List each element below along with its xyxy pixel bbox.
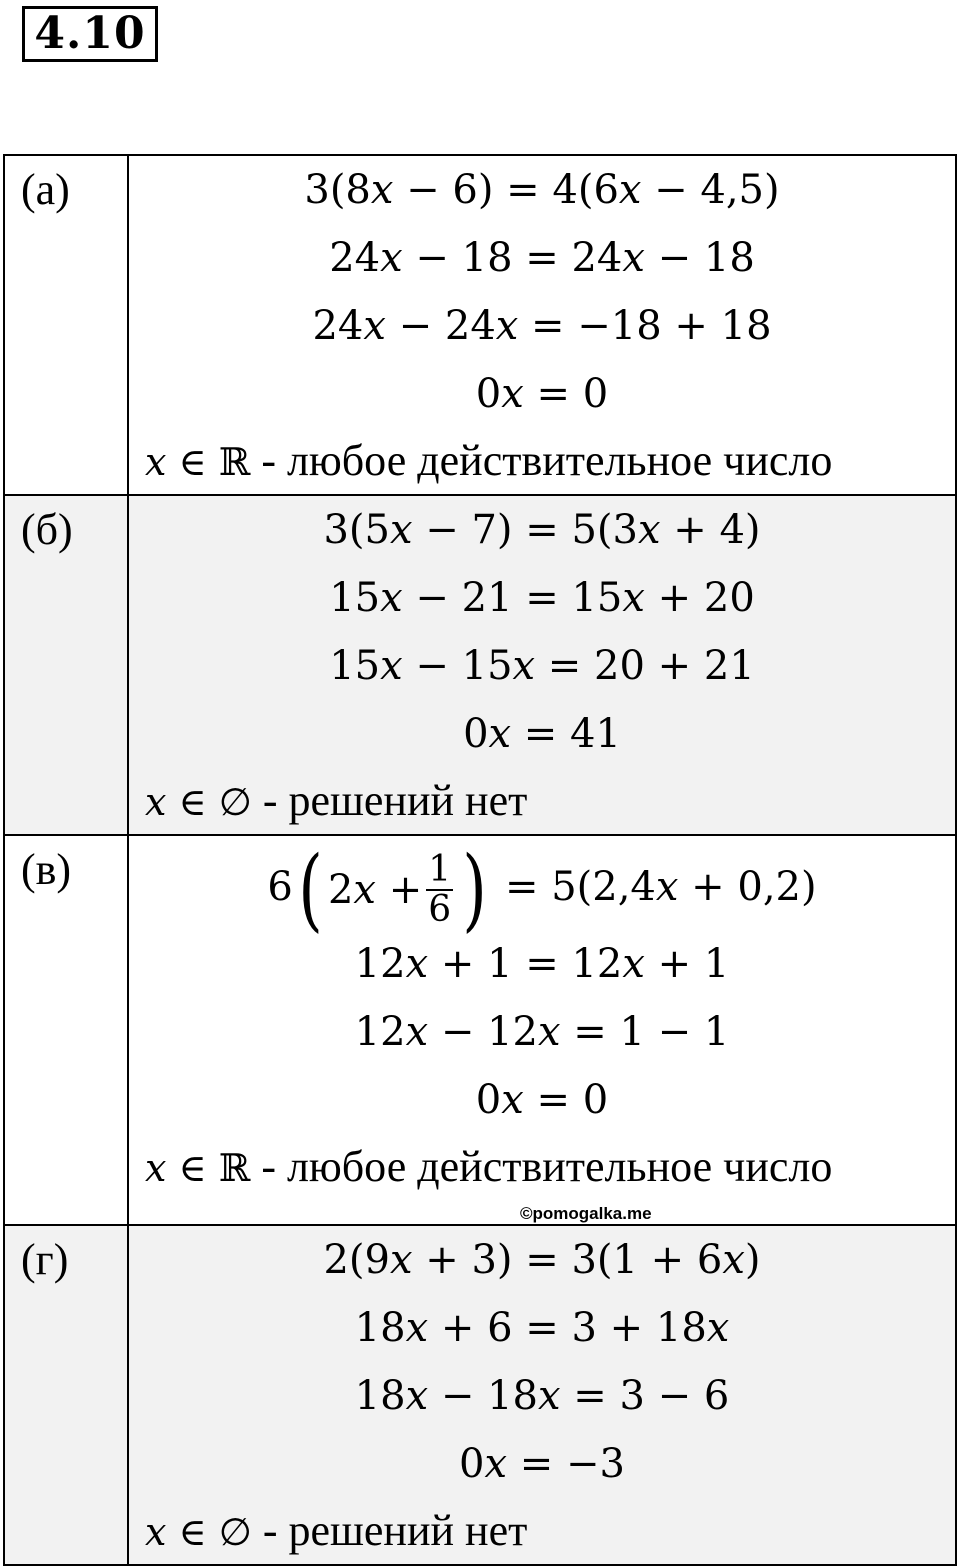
equation-prefix: 6: [267, 864, 293, 910]
solution-cell: [128, 835, 956, 1225]
label-cell: [4, 495, 128, 835]
solution-table: [3, 154, 957, 1566]
conclusion-math: 𝑥 ∈ ℝ: [145, 1146, 251, 1190]
label-cell: [4, 1225, 128, 1565]
equation-line-with-fraction: [129, 837, 955, 942]
equation-line: 12𝑥 + 1 = 12𝑥 + 1: [354, 941, 730, 987]
right-paren: ): [462, 837, 487, 942]
table-row: [4, 835, 956, 1225]
equation-line: 18𝑥 − 18𝑥 = 3 − 6: [354, 1373, 730, 1419]
equation-line: 0𝑥 = −3: [459, 1441, 625, 1487]
conclusion: [129, 768, 955, 834]
conclusion-text: - решений нет: [251, 1506, 528, 1555]
conclusion-math: 𝑥 ∈ ℝ: [145, 440, 251, 484]
fraction-denominator: 6: [428, 889, 452, 930]
label-cell: [4, 155, 128, 495]
row-label: (а): [21, 165, 70, 214]
row-label: (б): [21, 505, 73, 554]
watermark: ©pomogalka.me: [520, 1204, 652, 1223]
equation-line: 0𝑥 = 0: [475, 371, 609, 417]
label-cell: [4, 835, 128, 1225]
equation-suffix: = 5(2,4𝑥 + 0,2): [492, 864, 817, 910]
table-row: [4, 1225, 956, 1565]
solution-cell: [128, 1225, 956, 1565]
left-paren: (: [298, 837, 323, 942]
equation-line: 15𝑥 − 21 = 15𝑥 + 20: [329, 575, 755, 621]
conclusion: [129, 428, 955, 494]
task-number-box: 4.10: [22, 6, 158, 62]
equation-line: 15𝑥 − 15𝑥 = 20 + 21: [329, 643, 755, 689]
parenthesized-group: [293, 837, 492, 942]
solution-cell: [128, 155, 956, 495]
row-label: (г): [21, 1235, 69, 1284]
equation-line: 0𝑥 = 41: [463, 711, 621, 757]
inner-expression: 2𝑥 +: [327, 867, 423, 913]
equation-line: 2(9𝑥 + 3) = 3(1 + 6𝑥): [323, 1237, 761, 1283]
equation-line: 0𝑥 = 0: [475, 1077, 609, 1123]
table-row: [4, 155, 956, 495]
conclusion-math: 𝑥 ∈ ∅: [145, 780, 252, 824]
conclusion-math: 𝑥 ∈ ∅: [145, 1510, 252, 1554]
equation-line: 3(8𝑥 − 6) = 4(6𝑥 − 4,5): [304, 167, 780, 213]
equation-line: 12𝑥 − 12𝑥 = 1 − 1: [354, 1009, 730, 1055]
fraction: [426, 851, 453, 929]
conclusion: [129, 1134, 955, 1200]
conclusion-text: - решений нет: [251, 776, 528, 825]
equation-line: 24𝑥 − 18 = 24𝑥 − 18: [329, 235, 755, 281]
equation-line: 18𝑥 + 6 = 3 + 18𝑥: [354, 1305, 730, 1351]
fraction-numerator: 1: [428, 849, 452, 891]
equation-line: 3(5𝑥 − 7) = 5(3𝑥 + 4): [323, 507, 761, 553]
row-label: (в): [21, 845, 72, 894]
table-row: [4, 495, 956, 835]
conclusion: [129, 1498, 955, 1564]
equation-line: 24𝑥 − 24𝑥 = −18 + 18: [312, 303, 772, 349]
solution-cell: [128, 495, 956, 835]
conclusion-text: - любое действительное число: [250, 1142, 833, 1191]
conclusion-text: - любое действительное число: [250, 436, 833, 485]
